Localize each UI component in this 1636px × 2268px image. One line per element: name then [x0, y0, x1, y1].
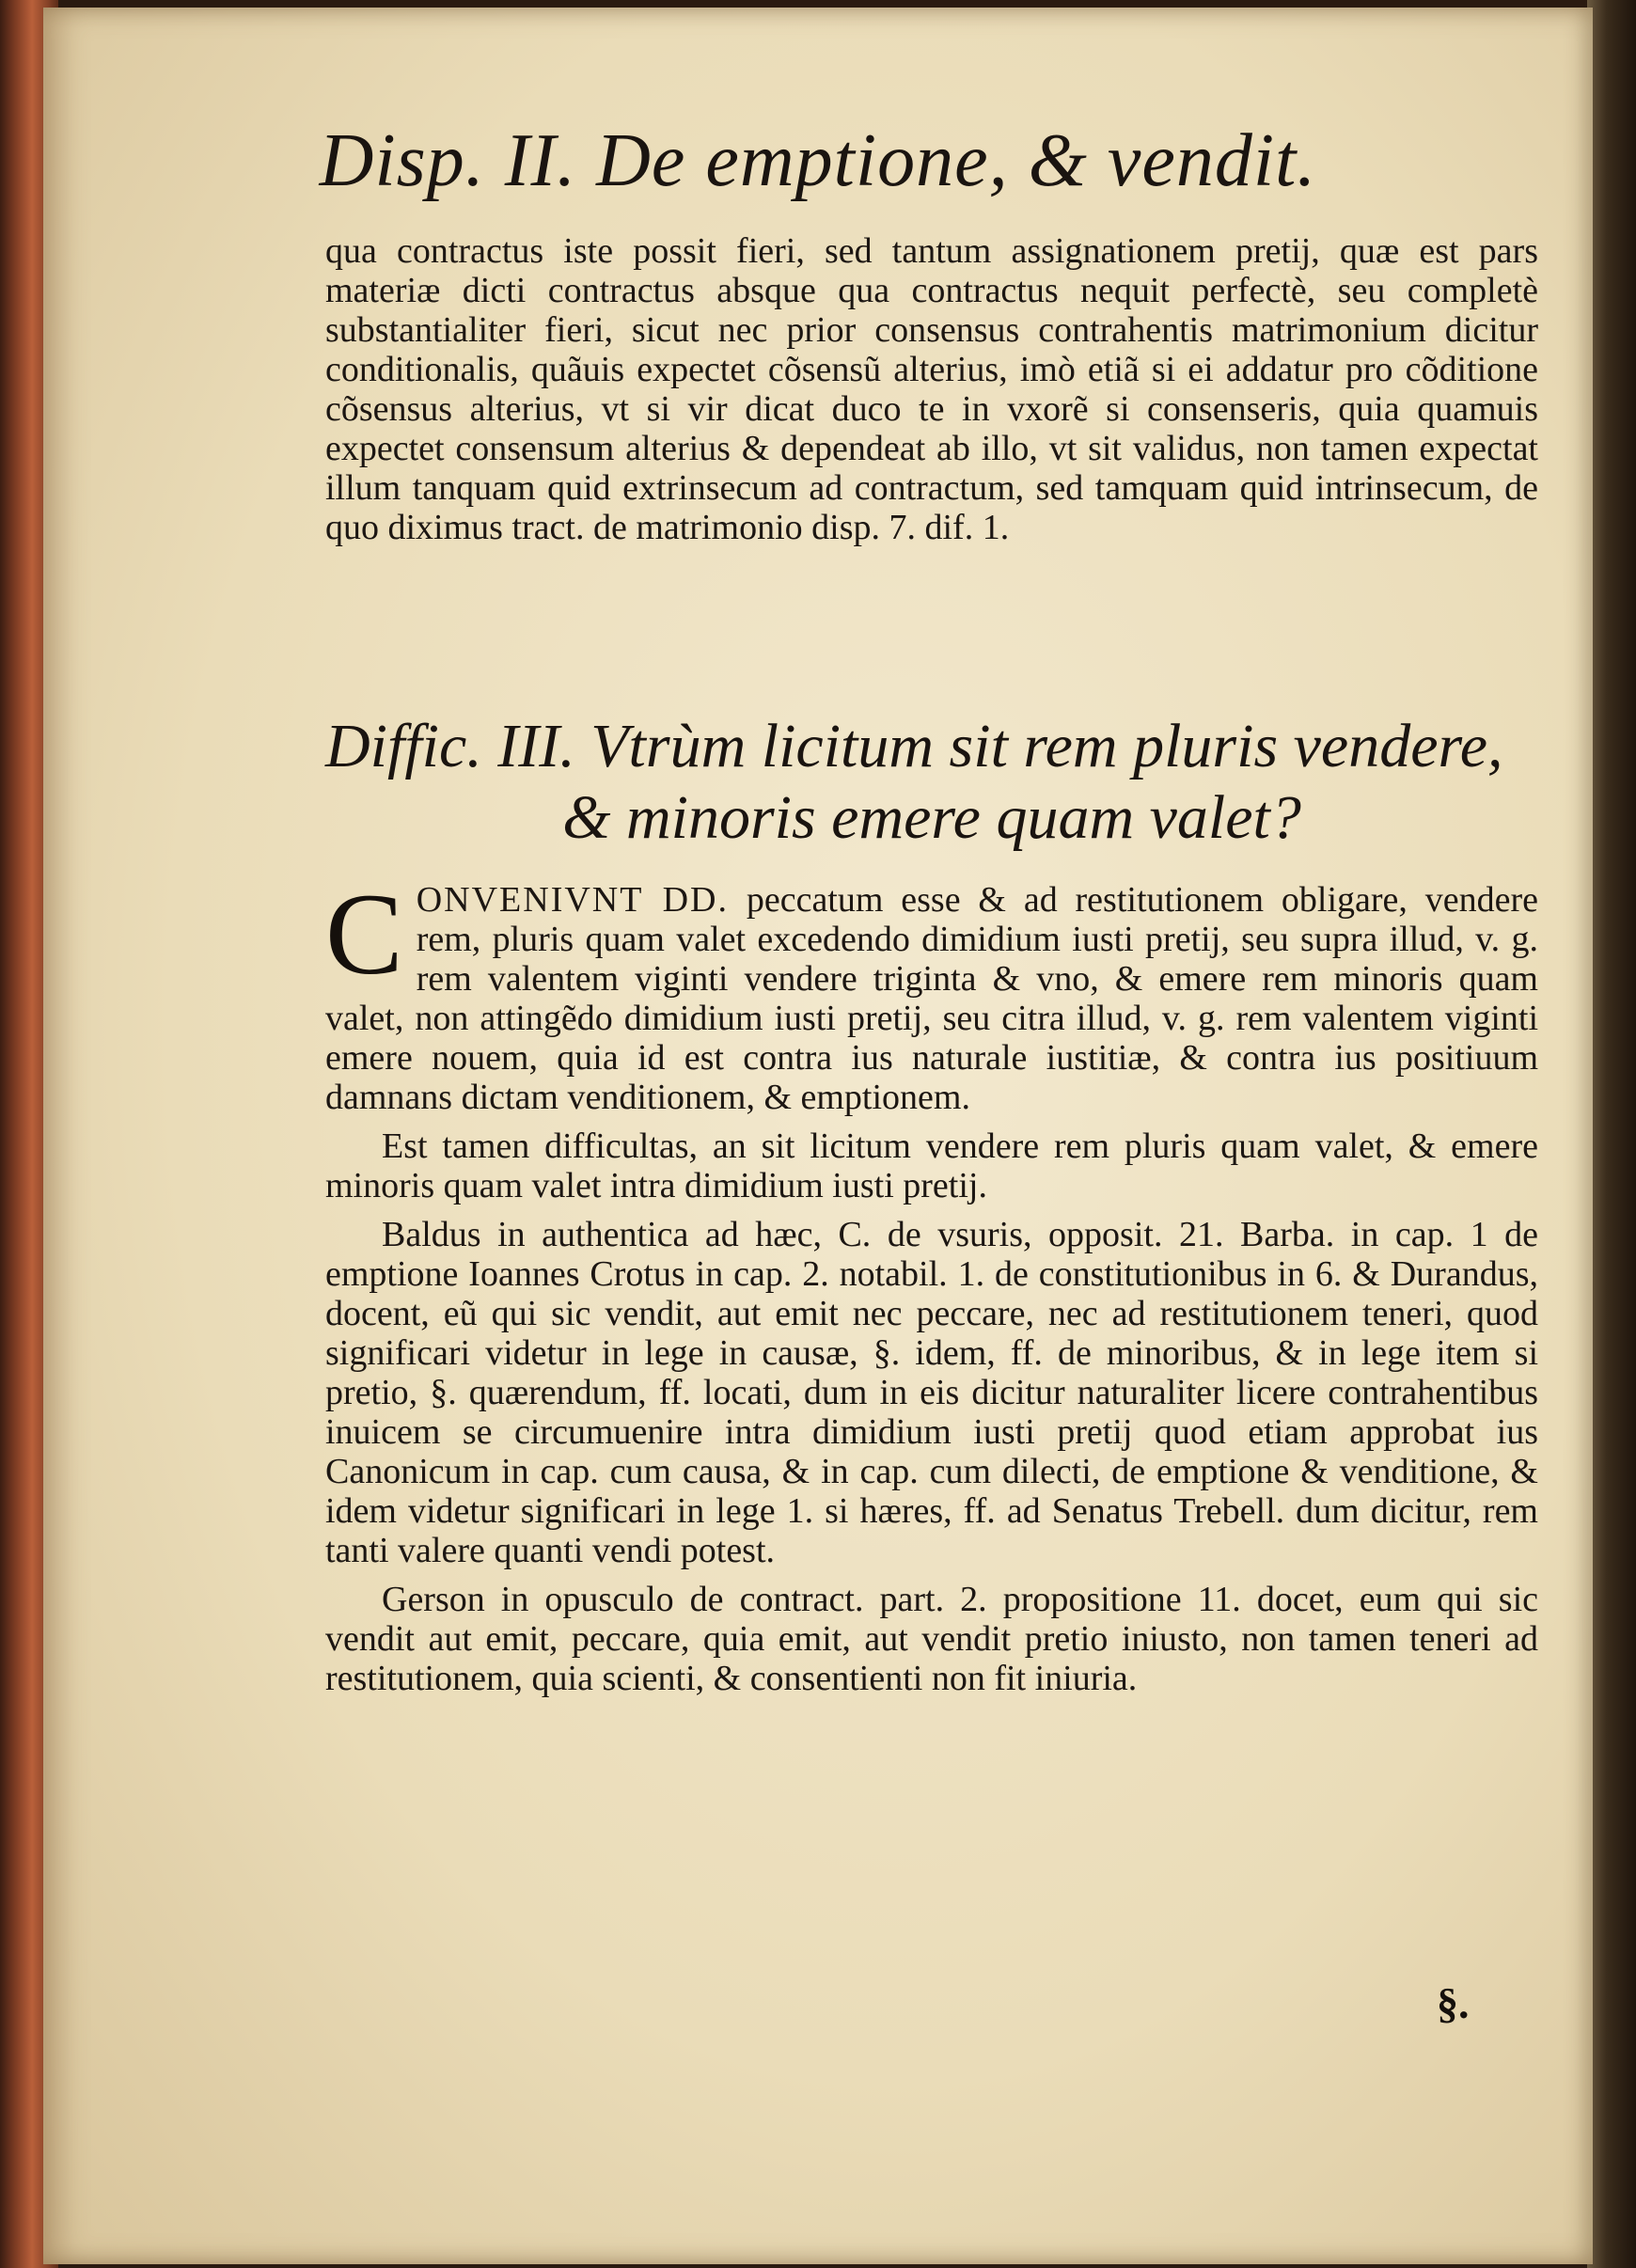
section-body: [325, 870, 1538, 1698]
book-page: [43, 8, 1593, 2264]
book-binding-right: [1587, 0, 1636, 2268]
paragraph-5: Gerson in opusculo de contract. part. 2. propositione 11. docet, eum qui sic vendit aut emit, peccare, quia emit, aut vendit pretio iniusto, non tamen teneri ad restitutionem, quia scienti, & consentienti non fit iniuria.: [325, 1580, 1538, 1698]
heading-line-1: Diffic. III. Vtrùm licitum sit rem pluris vendere,: [325, 712, 1503, 780]
section-heading: [325, 711, 1538, 854]
paragraph-2-container: [325, 870, 1538, 1117]
paragraph-1: qua contractus iste possit fieri, sed tantum assignationem pretij, quæ est pars materiæ dicti contractus absque qua contractus nequit perfectè, seu completè substantialiter fieri, sicut nec prior consensus contrahentis matrimonium dicitur conditionalis, quãuis expectet cõsensũ alterius, imò etiã si ei addatur pro cõditione cõsensus alterius, vt si vir dicat duco te in vxorẽ si consenseris, quia quamuis expectet consensum alterius & dependeat ab illo, vt sit validus, non tamen expectat illum tanquam quid extrinsecum ad contractum, sed tamquam quid intrinsecum, de quo diximus tract. de matrimonio disp. 7. dif. 1.: [325, 231, 1538, 547]
paragraph-continuation: [325, 231, 1538, 547]
running-head: Disp. II. De emptione, & vendit.: [319, 119, 1317, 202]
opening-smallcaps: ONVENIVNT DD.: [416, 880, 729, 920]
heading-line-2: & minoris emere quam valet?: [562, 783, 1301, 852]
catchword: §.: [1437, 1979, 1470, 2027]
paragraph-2: peccatum esse & ad restitutionem obligare, vendere rem, pluris quam valet excedendo dimidium iusti pretij, seu supra illud, v. g. rem valentem viginti vendere triginta & vno, & emere rem minoris quam valet, non attingẽdo dimidium iusti pretij, seu citra illud, v. g. rem valentem viginti emere nouem, quia id est contra ius naturale iustitiæ, & contra ius positiuum damnans dictam venditionem, & emptionem.: [325, 880, 1538, 1117]
paragraph-3: Est tamen difficultas, an sit licitum vendere rem pluris quam valet, & emere minoris quam valet intra dimidium iusti pretij.: [325, 1126, 1538, 1205]
drop-capital: C: [325, 870, 403, 999]
paragraph-4: Baldus in authentica ad hæc, C. de vsuris, opposit. 21. Barba. in cap. 1 de emptione Ioannes Crotus in cap. 2. notabil. 1. de constitutionibus in 6. & Durandus, docent, eũ qui sic vendit, aut emit nec peccare, nec ad restitutionem teneri, quod significari videtur in lege in causæ, §. idem, ff. de minoribus, & in lege item si pretio, §. quærendum, ff. locati, dum in eis dicitur naturaliter licere contrahentibus inuicem se circumuenire intra dimidium iusti pretij quod etiam approbat ius Canonicum in cap. cum causa, & in cap. cum dilecti, de emptione & venditione, & idem videtur significari in lege 1. si hæres, ff. ad Senatus Trebell. dum dicitur, rem tanti valere quanti vendi potest.: [325, 1215, 1538, 1570]
